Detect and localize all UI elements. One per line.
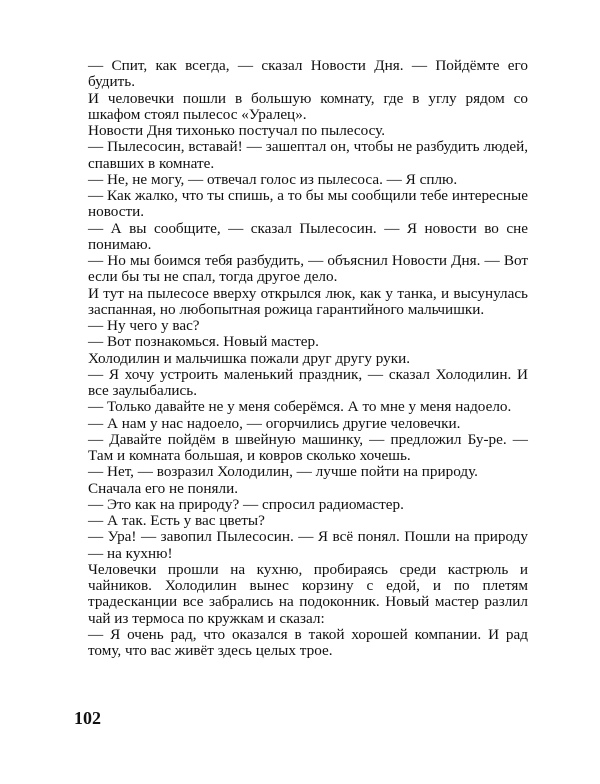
paragraph: — Не, не могу, — отвечал голос из пылесоса. — Я сплю. <box>88 170 458 188</box>
paragraph: — Спит, как всегда, — сказал Новости Дня. — Пойдёмте его будить. <box>88 57 528 91</box>
paragraph: — Это как на природу? — спросил радиомастер. <box>88 495 404 513</box>
paragraph: — Ну чего у вас? <box>88 317 200 334</box>
paragraph: Холодилин и мальчишка пожали друг другу руки. <box>88 349 411 367</box>
paragraph: — А так. Есть у вас цветы? <box>88 512 265 529</box>
paragraph: — Я хочу устроить маленький праздник, — сказал Холодилин. И все заулыбались. <box>88 365 528 399</box>
page-text <box>88 58 528 659</box>
paragraph: — Как жалко, что ты спишь, а то бы мы сообщили тебе интересные новости. <box>88 187 528 221</box>
paragraph: — Я очень рад, что оказался в такой хорошей компании. И рад тому, что вас живёт здесь целых трое. <box>88 625 528 659</box>
paragraph: — Давайте пойдём в швейную машинку, — предложил Бу-ре. — Там и комната большая, и ковров сколько хочешь. <box>88 430 528 464</box>
paragraph: — А вы сообщите, — сказал Пылесосин. — Я новости во сне понимаю. <box>88 219 528 253</box>
paragraph: — Нет, — возразил Холодилин, — лучше пойти на природу. <box>88 463 478 481</box>
paragraph: — Только давайте не у меня соберёмся. А то мне у меня надоело. <box>88 398 512 416</box>
paragraph: — Пылесосин, вставай! — зашептал он, чтобы не разбудить людей, спавших в комнате. <box>88 138 528 172</box>
paragraph: Человечки прошли на кухню, пробираясь среди кастрюль и чайников. Холодилин вынес корзину с едой, и по плетям традесканции все забрались на подоконник. Новый мастер разлил чай из термоса по кружкам и сказал: <box>88 560 528 627</box>
paragraph: И тут на пылесосе вверху открылся люк, как у танка, и высунулась заспанная, но любопытная рожица гарантийного мальчишки. <box>88 284 528 318</box>
paragraph: И человечки пошли в большую комнату, где в углу рядом со шкафом стоял пылесос «Уралец». <box>88 89 528 123</box>
paragraph: Новости Дня тихонько постучал по пылесосу. <box>88 122 386 139</box>
paragraph: — А нам у нас надоело, — огорчились другие человечки. <box>88 414 461 432</box>
paragraph: — Ура! — завопил Пылесосин. — Я всё понял. Пошли на природу — на кухню! <box>88 528 528 562</box>
paragraph: — Вот познакомься. Новый мастер. <box>88 333 319 351</box>
paragraph: Сначала его не поняли. <box>88 479 239 497</box>
paragraph: — Но мы боимся тебя разбудить, — объяснил Новости Дня. — Вот если бы ты не спал, тогда другое дело. <box>88 252 528 286</box>
page-number: 102 <box>74 708 101 728</box>
